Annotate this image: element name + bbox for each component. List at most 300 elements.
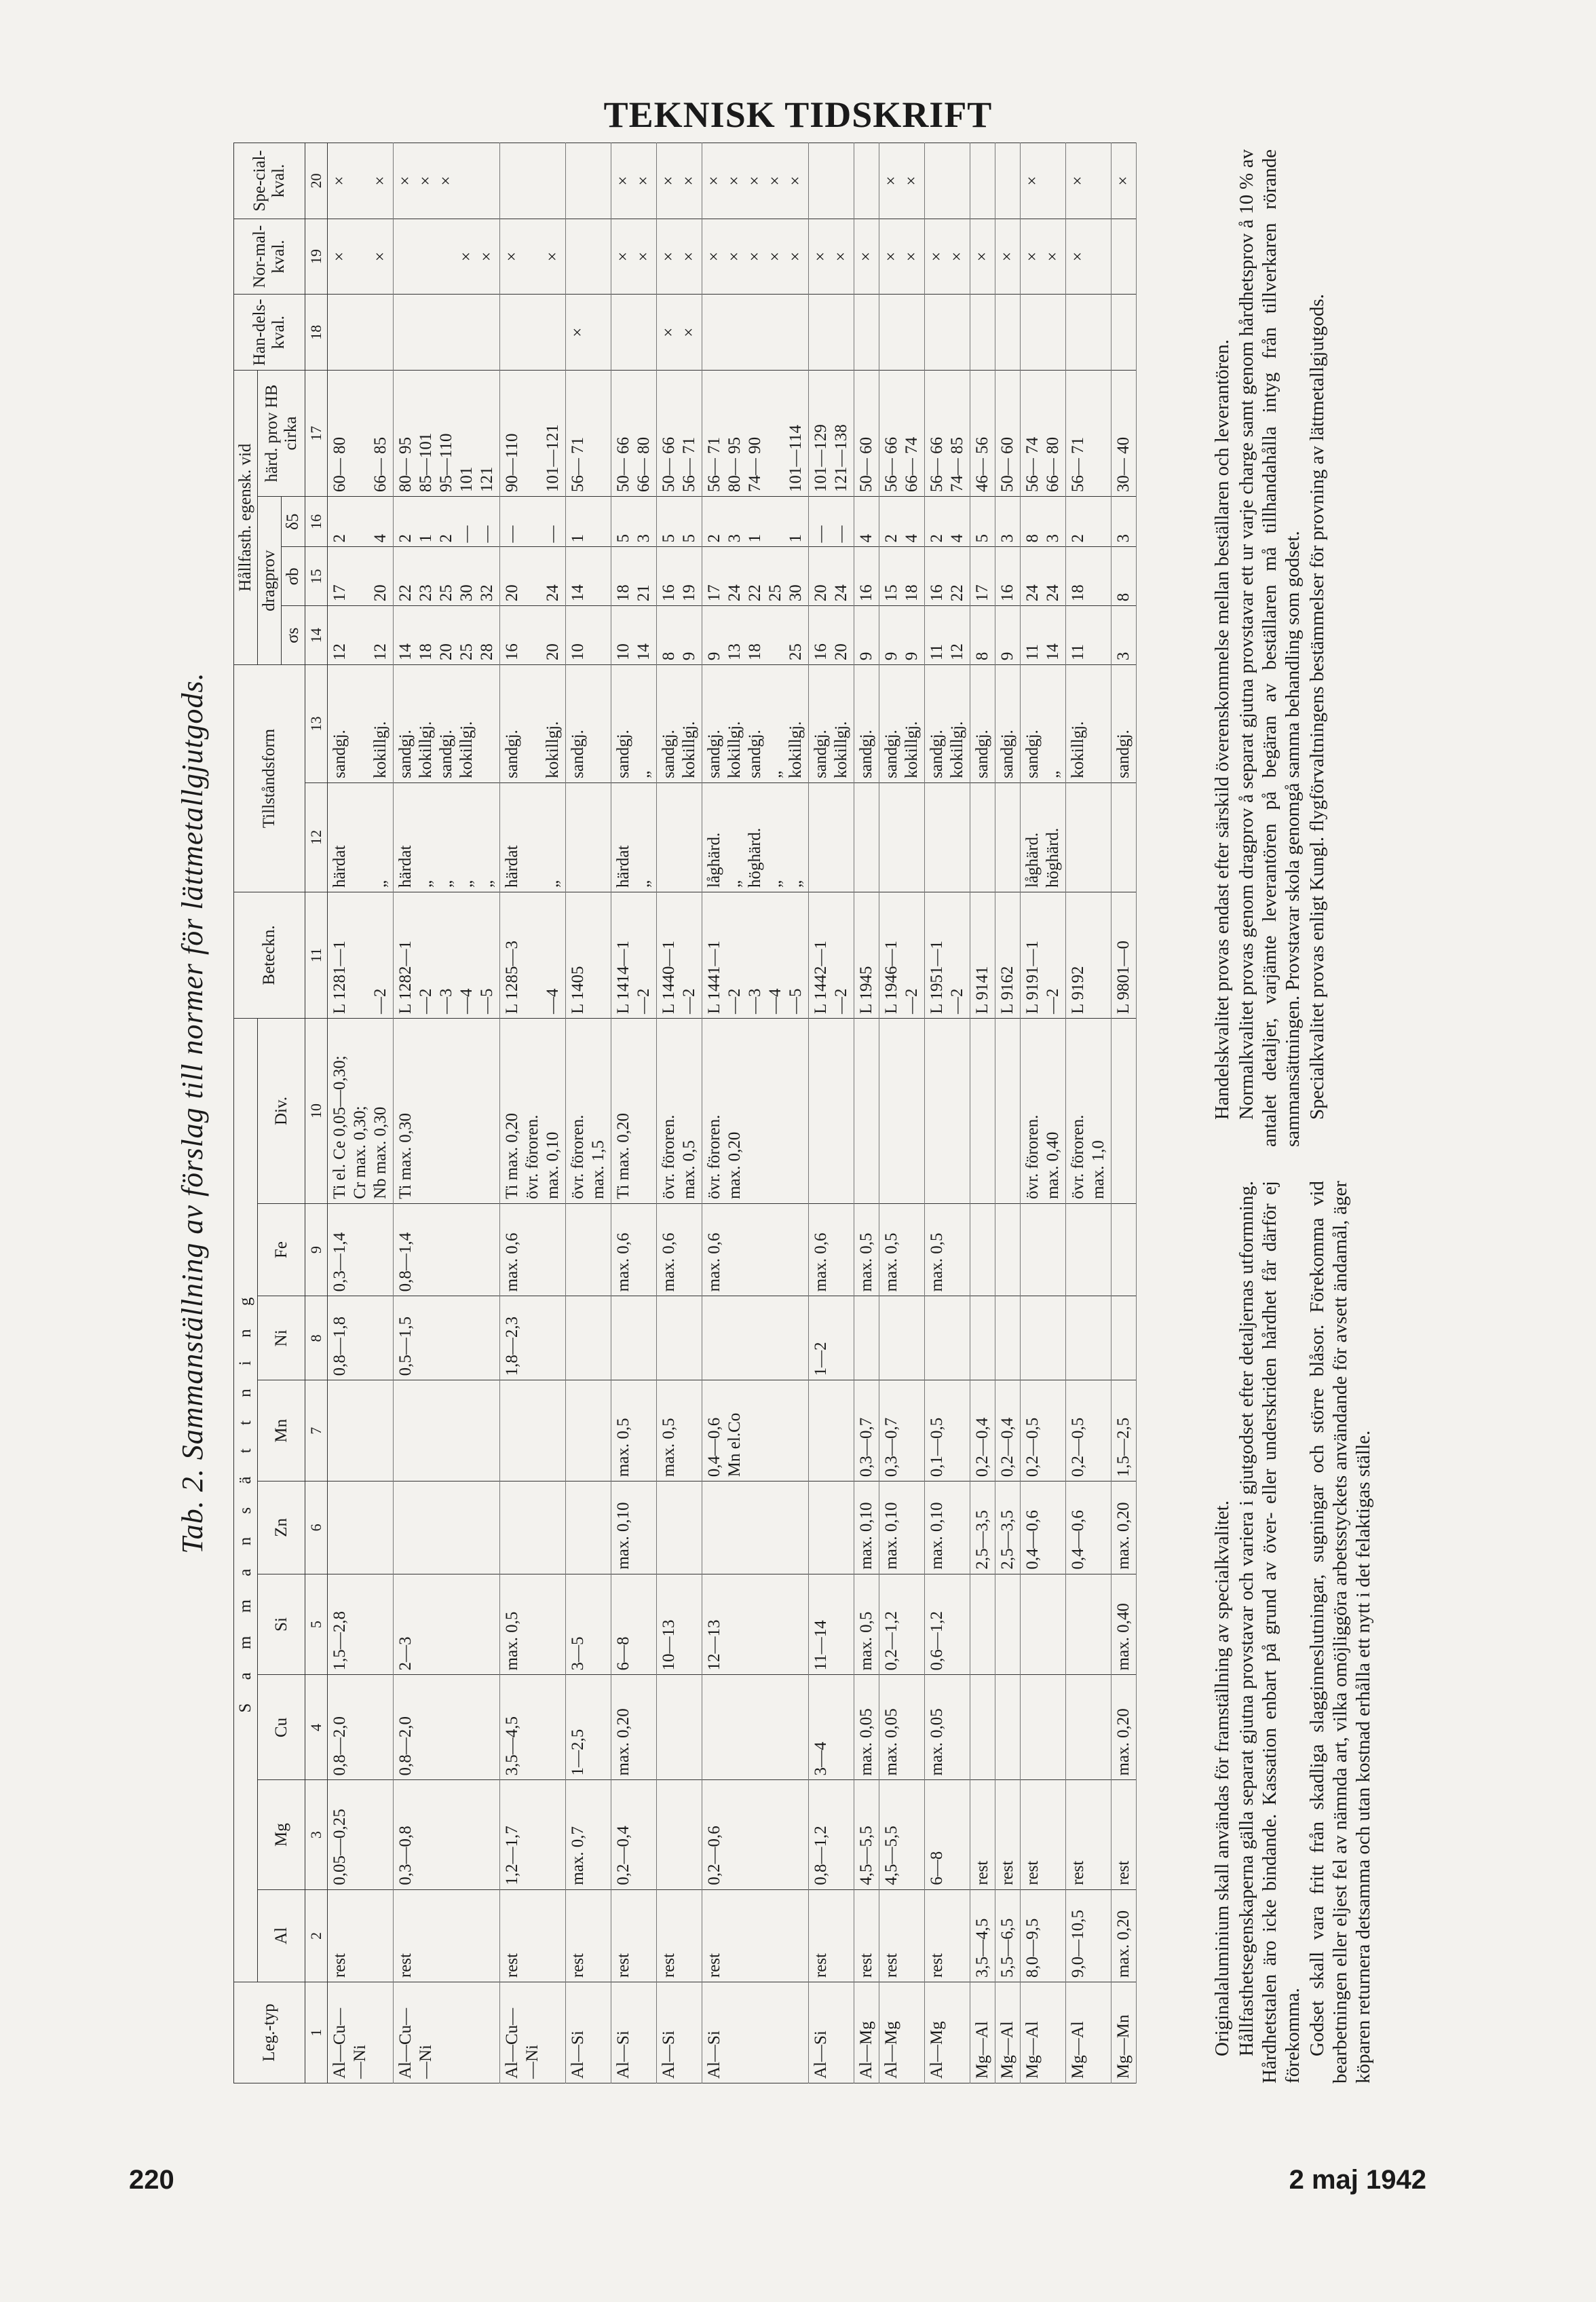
table-cell: 12 12	[328, 606, 394, 665]
header-delta5: δ5	[282, 497, 305, 547]
table-cell: 16	[854, 547, 879, 606]
table-cell: 2,5—3,5	[995, 1482, 1021, 1574]
table-cell: 11 12	[925, 606, 970, 665]
table-cell: — —	[809, 497, 854, 547]
table-cell	[500, 1380, 566, 1482]
table-cell: 0,2—0,4	[995, 1380, 1021, 1482]
table-cell: 0,8—1,2	[809, 1780, 854, 1889]
table-row	[328, 143, 394, 2083]
table-cell: Al—Cu— —Ni	[328, 1982, 394, 2083]
table-cell: rest	[995, 1780, 1021, 1889]
table-cell	[809, 1482, 854, 1574]
column-number: 12	[305, 782, 328, 892]
table-cell: 17 20	[328, 547, 394, 606]
table-cell	[1066, 1296, 1112, 1380]
table-cell: L 1281—1 —2	[328, 892, 394, 1018]
table-cell: härdat „ „ „ „	[394, 782, 500, 892]
table-cell: 16 20	[809, 606, 854, 665]
table-cell: 90—110 101—121	[500, 371, 566, 497]
table-cell: övr. föroren. max. 0,5	[657, 1019, 702, 1204]
table-cell: 12—13	[702, 1574, 809, 1675]
header-handels: Han-dels-kval.	[234, 295, 305, 371]
table-cell	[657, 1675, 702, 1780]
table-cell	[702, 1482, 809, 1574]
table-cell: 50— 60	[995, 371, 1021, 497]
table-cell	[657, 1296, 702, 1380]
table-cell	[1112, 1019, 1137, 1204]
table-cell: rest	[500, 1889, 566, 1982]
table-cell: 8	[970, 606, 995, 665]
table-cell	[1021, 1675, 1066, 1780]
table-cell: 6—8	[925, 1780, 970, 1889]
table-cell: 2 1 2 — —	[394, 497, 500, 547]
table-cell: Ti max. 0,20 övr. föroren. max. 0,10	[500, 1019, 566, 1204]
header-special: Spe-cial-kval.	[234, 143, 305, 219]
table-cell	[702, 1675, 809, 1780]
table-cell: 10—13	[657, 1574, 702, 1675]
table-cell: sandgj. kokillgj. sandgj. kokillgj.	[394, 665, 500, 783]
table-cell: sandgj. kokillgj.	[925, 665, 970, 783]
table-cell: 0,3—0,8	[394, 1780, 500, 1889]
table-cell: max. 0,10	[925, 1482, 970, 1574]
header-dragprov: dragprov	[258, 497, 282, 665]
table-cell	[995, 1574, 1021, 1675]
table-row	[925, 143, 970, 2083]
table-cell: 17 24 22 25 30	[702, 547, 809, 606]
table-cell	[925, 1296, 970, 1380]
table-cell: 10 14	[611, 606, 657, 665]
table-row	[500, 143, 566, 2083]
table-cell: L 9141	[970, 892, 995, 1018]
table-cell: 56— 71	[566, 371, 611, 497]
table-cell: 50— 66 66— 80	[611, 371, 657, 497]
header-legtyp: Leg.-typ	[234, 1982, 305, 2083]
table-cell: max. 0,6	[809, 1203, 854, 1296]
table-cell: ×	[1066, 143, 1112, 219]
header-hard-prov: härd. prov HB cirka	[258, 371, 305, 497]
table-cell	[925, 782, 970, 892]
table-cell: 46— 56	[970, 371, 995, 497]
table-cell: 0,2—1,2	[879, 1574, 925, 1675]
column-number: 7	[305, 1380, 328, 1482]
table-cell: rest	[328, 1889, 394, 1982]
table-cell: sandgj.	[1112, 665, 1137, 783]
table-cell: rest	[925, 1889, 970, 1982]
table-cell: × ×	[394, 219, 500, 295]
table-cell: max. 0,6	[657, 1203, 702, 1296]
table-cell: rest	[566, 1889, 611, 1982]
table-cell	[970, 1019, 995, 1204]
table-cell: L 1414—1 —2	[611, 892, 657, 1018]
table-cell	[879, 1296, 925, 1380]
column-number: 16	[305, 497, 328, 547]
table-cell: 16 19	[657, 547, 702, 606]
table-cell: rest	[611, 1889, 657, 1982]
table-cell: 0,4—0,6 Mn el.Co	[702, 1380, 809, 1482]
table-cell: 8 9	[657, 606, 702, 665]
table-cell: 0,8—2,0	[328, 1675, 394, 1780]
table-cell	[1021, 1574, 1066, 1675]
table-row	[1021, 143, 1066, 2083]
header-zn: Zn	[258, 1482, 305, 1574]
table-cell: Al—Si	[702, 1982, 809, 2083]
note-paragraph: Specialkvalitet provas enligt Kungl. flygförvaltningens bestämmelser för provning av lättmetallgjutgods.	[1306, 294, 1328, 1120]
table-cell: 0,2—0,6	[702, 1780, 809, 1889]
masthead: TEKNISK TIDSKRIFT	[603, 94, 993, 135]
table-cell: Al—Si	[611, 1982, 657, 2083]
column-number: 9	[305, 1203, 328, 1296]
table-cell: Al—Mg	[879, 1982, 925, 2083]
note-paragraph: Hållfasthetsegenskaperna gälla separat gjutna provstavar och variera i gjutgodset efter detaljernas utformning. Hårdhetstalen äro icke bindande. Kassation enbart på grund av över- eller underskriden hårdhet får därför ej förekomma.	[1236, 1181, 1304, 2083]
table-cell: sandgj. kokillgj.	[809, 665, 854, 783]
table-cell: sandgj. kokillgj. sandgj. „ kokillgj.	[702, 665, 809, 783]
table-cell: 101—129 121—138	[809, 371, 854, 497]
table-cell	[809, 1019, 854, 1204]
table-cell: Ti max. 0,30	[394, 1019, 500, 1204]
table-cell: 3—4	[809, 1675, 854, 1780]
table-cell: L 1945	[854, 892, 879, 1018]
table-cell: Al—Mg	[854, 1982, 879, 2083]
header-beteckn: Beteckn.	[234, 892, 305, 1018]
table-cell: L 1441—1 —2 —3 —4 —5	[702, 892, 809, 1018]
table-cell: 3	[1112, 497, 1137, 547]
table-cell: 1	[566, 497, 611, 547]
column-number: 6	[305, 1482, 328, 1574]
table-cell: ×	[995, 219, 1021, 295]
table-cell: L 1440—1 —2	[657, 892, 702, 1018]
table-cell: 56— 74 66— 80	[1021, 371, 1066, 497]
table-cell: låghärd. „ höghärd. „ „	[702, 782, 809, 892]
table-cell: rest	[1066, 1780, 1112, 1889]
table-cell: 2 4	[879, 497, 925, 547]
table-cell: 4,5—5,5	[854, 1780, 879, 1889]
table-cell: L 9191—1 —2	[1021, 892, 1066, 1018]
column-number: 2	[305, 1889, 328, 1982]
header-si: Si	[258, 1574, 305, 1675]
table-cell: sandgj.	[970, 665, 995, 783]
table-cell	[500, 1482, 566, 1574]
table-cell	[970, 1296, 995, 1380]
note-paragraph: Originalaluminium skall användas för framställning av specialkvalitet.	[1211, 1500, 1233, 2056]
table-cell	[566, 1482, 611, 1574]
table-cell: 3,5—4,5	[500, 1675, 566, 1780]
table-row	[702, 143, 809, 2083]
table-cell: max. 0,5	[925, 1203, 970, 1296]
header-normal: Nor-mal-kval.	[234, 219, 305, 295]
table-cell: rest	[1021, 1780, 1066, 1889]
table-cell: Ti el. Ce 0,05—0,30; Cr max. 0,30; Nb max. 0,30	[328, 1019, 394, 1204]
table-cell: max. 0,6	[611, 1203, 657, 1296]
table-cell	[657, 1780, 702, 1889]
table-cell: Mg—Mn	[1112, 1982, 1137, 2083]
table-cell	[970, 143, 995, 219]
table-cell: rest	[970, 1780, 995, 1889]
table-cell	[970, 295, 995, 371]
table-cell: 1,5—2,8	[328, 1574, 394, 1675]
table-cell: L 9162	[995, 892, 1021, 1018]
table-cell: 3	[995, 497, 1021, 547]
table-cell: × ×	[809, 219, 854, 295]
table-cell: 9 13 18 25	[702, 606, 809, 665]
column-number: 13	[305, 665, 328, 783]
table-cell	[328, 295, 394, 371]
table-cell: max. 0,6	[500, 1203, 566, 1296]
column-number: 10	[305, 1019, 328, 1204]
table-cell: 56— 66 66— 74	[879, 371, 925, 497]
table-cell: 1—2	[809, 1296, 854, 1380]
table-cell: × ×	[657, 219, 702, 295]
table-cell: 0,2—0,4	[970, 1380, 995, 1482]
table-cell	[1066, 1203, 1112, 1296]
column-number: 11	[305, 892, 328, 1018]
table-cell: 2 3 1 1	[702, 497, 809, 547]
table-cell: 5,5—6,5	[995, 1889, 1021, 1982]
table-cell: 0,5—1,5	[394, 1296, 500, 1380]
table-cell: × ×	[925, 219, 970, 295]
table-cell	[1021, 1296, 1066, 1380]
table-cell	[566, 1296, 611, 1380]
table-cell: rest	[657, 1889, 702, 1982]
table-cell	[854, 295, 879, 371]
table-cell	[925, 1019, 970, 1204]
table-cell: 18	[1066, 547, 1112, 606]
table-cell: max. 0,20	[1112, 1675, 1137, 1780]
table-cell: 4	[854, 497, 879, 547]
table-cell: × ×	[500, 219, 566, 295]
table-cell: övr. föroren. max. 1,5	[566, 1019, 611, 1204]
table-cell: 0,3—0,7	[879, 1380, 925, 1482]
notes-left	[1211, 1181, 1376, 2083]
table-cell	[995, 295, 1021, 371]
table-cell: 4,5—5,5	[879, 1780, 925, 1889]
table-cell: max. 0,5	[854, 1203, 879, 1296]
table-cell	[394, 1482, 500, 1574]
header-cu: Cu	[258, 1675, 305, 1780]
table-cell: rest	[879, 1889, 925, 1982]
table-cell: rest	[394, 1889, 500, 1982]
header-mn: Mn	[258, 1380, 305, 1482]
table-row	[566, 143, 611, 2083]
table-cell	[970, 1574, 995, 1675]
table-cell: låghärd. höghärd.	[1021, 782, 1066, 892]
table-cell: sandgj. kokillgj.	[879, 665, 925, 783]
table-cell: 60— 80 66— 85	[328, 371, 394, 497]
table-cell: 0,05—0,25	[328, 1780, 394, 1889]
note-paragraph: Godset skall vara fritt från skadliga slagginneslutningar, sugningar och större blåsor. Förekomma vid bearbetningen eller eljest fel av nämnda art, vilka omöjliggöra arbetsstyckets användande för avsett ändamål, äger köparen returnera detsamma och utan kostnad erhålla ett nytt i det felaktigas ställe.	[1306, 1181, 1374, 2083]
table-cell: sandgj. kokillgj.	[657, 665, 702, 783]
table-cell: × ×	[328, 219, 394, 295]
note-paragraph: Handelskvalitet provas endast efter särskild överenskommelse mellan beställaren och leverantören.	[1211, 339, 1233, 1120]
table-cell	[925, 143, 970, 219]
table-cell: Ti max. 0,20	[611, 1019, 657, 1204]
table-cell: ×	[1112, 143, 1137, 219]
header-hallfasth: Hållfasth. egensk. vid	[234, 371, 258, 665]
table-cell: 50— 66 56— 71	[657, 371, 702, 497]
table-cell: övr. föroren. max. 0,20	[702, 1019, 809, 1204]
table-cell: 2 4	[925, 497, 970, 547]
table-cell: × ×	[611, 219, 657, 295]
table-cell	[1112, 295, 1137, 371]
table-cell	[995, 1675, 1021, 1780]
table-cell: 56— 66 74— 85	[925, 371, 970, 497]
table-cell: 50— 60	[854, 371, 879, 497]
table-cell	[970, 1675, 995, 1780]
table-cell: 24 24	[1021, 547, 1066, 606]
table-cell: × ×	[879, 143, 925, 219]
table-cell: 22 23 25 30 32	[394, 547, 500, 606]
table-cell: 0,6—1,2	[925, 1574, 970, 1675]
table-cell	[854, 1296, 879, 1380]
table-cell: 8,0—9,5	[1021, 1889, 1066, 1982]
table-cell: 1,8—2,3	[500, 1296, 566, 1380]
table-cell	[566, 1380, 611, 1482]
column-number-row	[305, 143, 328, 2083]
header-fe: Fe	[258, 1203, 305, 1296]
table-cell	[809, 1380, 854, 1482]
rotated-table-page	[159, 143, 1407, 2083]
table-cell: Al—Cu— —Ni	[394, 1982, 500, 2083]
note-paragraph: Normalkvalitet provas genom dragprov å separat gjutna provstavar ett ur varje charge samt genom hårdhetsprov å 10 % av antalet detaljer, varjämte leverantören på begäran av beställaren må tillhandahålla intyg från tillverkaren rörande sammansättningen. Provstavar skola genomgå samma behandling som godset.	[1236, 149, 1304, 1147]
table-cell: 11 14	[1021, 606, 1066, 665]
table-cell	[702, 295, 809, 371]
table-cell	[500, 143, 566, 219]
table-body	[328, 143, 1137, 2083]
table-cell	[394, 1380, 500, 1482]
table-cell: × ×	[328, 143, 394, 219]
table-cell: 0,4—0,6	[1021, 1482, 1066, 1574]
table-cell	[566, 219, 611, 295]
table-cell: × ×	[879, 219, 925, 295]
table-cell: 5	[970, 497, 995, 547]
table-cell: 15 18	[879, 547, 925, 606]
table-cell: 9	[995, 606, 1021, 665]
table-cell: 11—14	[809, 1574, 854, 1675]
table-cell: L 1282—1 —2 —3 —4 —5	[394, 892, 500, 1018]
table-cell	[702, 1296, 809, 1380]
table-cell: × × × × ×	[702, 143, 809, 219]
table-cell: 18 21	[611, 547, 657, 606]
table-cell: övr. föroren. max. 1,0	[1066, 1019, 1112, 1204]
table-cell: 0,3—0,7	[854, 1380, 879, 1482]
issue-date: 2 maj 1942	[1289, 2165, 1426, 2195]
table-cell: × × × × ×	[702, 219, 809, 295]
table-cell: 14 18 20 25 28	[394, 606, 500, 665]
table-cell	[809, 143, 854, 219]
table-cell: max. 0,7	[566, 1780, 611, 1889]
table-cell: härdat „	[328, 782, 394, 892]
table-cell: max. 0,05	[925, 1675, 970, 1780]
table-cell: 3,5—4,5	[970, 1889, 995, 1982]
table-cell	[566, 1203, 611, 1296]
notes-right	[1211, 149, 1330, 1147]
table-cell: L 9192	[1066, 892, 1112, 1018]
table-row	[657, 143, 702, 2083]
table-cell: sandgj.	[566, 665, 611, 783]
table-cell: Mg—Al	[995, 1982, 1021, 2083]
page-number: 220	[129, 2165, 174, 2195]
table-row	[1112, 143, 1137, 2083]
table-cell: Mg—Al	[970, 1982, 995, 2083]
column-number: 15	[305, 547, 328, 606]
table-cell: max. 0,40	[1112, 1574, 1137, 1675]
table-cell	[611, 295, 657, 371]
table-row	[1066, 143, 1112, 2083]
table-cell: max. 0,5	[611, 1380, 657, 1482]
table-cell	[809, 782, 854, 892]
header-sigma-s: σs	[282, 606, 305, 665]
table-row	[394, 143, 500, 2083]
table-cell: 8	[1112, 547, 1137, 606]
table-row	[854, 143, 879, 2083]
table-cell	[1112, 782, 1137, 892]
table-cell: 9 9	[879, 606, 925, 665]
column-number: 8	[305, 1296, 328, 1380]
table-cell: 1,5—2,5	[1112, 1380, 1137, 1482]
table-caption: Tab. 2. Sammanställning av förslag till normer för lättmetallgjutgods.	[176, 672, 209, 1554]
table-cell: härdat „	[611, 782, 657, 892]
column-number: 18	[305, 295, 328, 371]
table-cell: × ×	[657, 295, 702, 371]
table-cell: max. 0,05	[854, 1675, 879, 1780]
table-cell	[566, 782, 611, 892]
table-cell: Al—Si	[566, 1982, 611, 2083]
table-cell	[970, 782, 995, 892]
table-cell: 56— 71	[1066, 371, 1112, 497]
table-cell	[611, 1296, 657, 1380]
table-cell: sandgj. kokillgj.	[500, 665, 566, 783]
column-number: 4	[305, 1675, 328, 1780]
table-cell: sandgj. „	[611, 665, 657, 783]
table-cell: 20 24	[500, 547, 566, 606]
column-number: 19	[305, 219, 328, 295]
table-cell	[1021, 295, 1066, 371]
table-cell: 8 3	[1021, 497, 1066, 547]
table-cell: Mg—Al	[1021, 1982, 1066, 2083]
table-row	[995, 143, 1021, 2083]
table-cell: × ×	[657, 143, 702, 219]
table-cell: L 9801—0	[1112, 892, 1137, 1018]
header-tillstandsform: Tillståndsform	[234, 665, 305, 892]
table-cell: 5 3	[611, 497, 657, 547]
table-cell	[1066, 1675, 1112, 1780]
table-cell	[854, 1019, 879, 1204]
table-cell: 80— 95 85—101 95—110 101 121	[394, 371, 500, 497]
table-cell: 0,2—0,4	[611, 1780, 657, 1889]
table-cell: 9	[854, 606, 879, 665]
table-cell: max. 0,5	[657, 1380, 702, 1482]
table-cell: ×	[566, 295, 611, 371]
table-cell: Al—Si	[657, 1982, 702, 2083]
table-cell: max. 0,6	[702, 1203, 809, 1296]
table-cell: 10	[566, 606, 611, 665]
table-cell: 56— 71 80— 95 74— 90 101—114	[702, 371, 809, 497]
table-row	[611, 143, 657, 2083]
table-cell: Mg—Al	[1066, 1982, 1112, 2083]
table-cell: ×	[1021, 143, 1066, 219]
column-number: 5	[305, 1574, 328, 1675]
table-cell: 0,8—1,8	[328, 1296, 394, 1380]
table-cell	[995, 143, 1021, 219]
table-cell: max. 0,20	[1112, 1889, 1137, 1982]
table-cell	[1021, 1203, 1066, 1296]
table-cell: max. 0,5	[500, 1574, 566, 1675]
table-cell: 16 22	[925, 547, 970, 606]
table-cell	[500, 295, 566, 371]
table-cell: härdat „	[500, 782, 566, 892]
table-cell	[566, 143, 611, 219]
table-cell: max. 0,20	[1112, 1482, 1137, 1574]
table-cell: 0,8—2,0	[394, 1675, 500, 1780]
